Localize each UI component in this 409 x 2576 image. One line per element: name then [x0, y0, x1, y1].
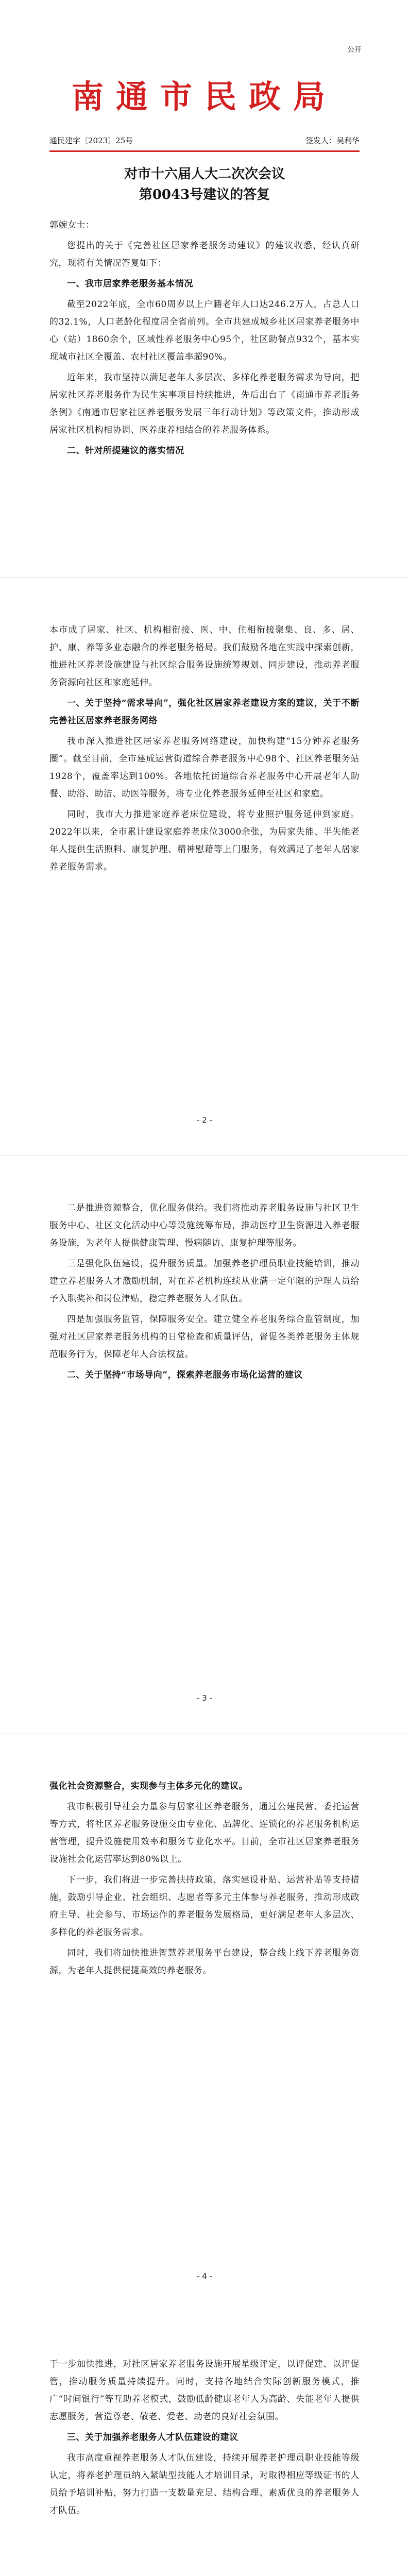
page-body: [49, 2355, 360, 2522]
body-paragraph: 我市高度重视养老服务人才队伍建设，持续开展养老护理员职业技能等级认定，将养老护理员纳入紧缺型技能人才培训目录，对取得相应等级证书的人员给予培训补贴，努力打造一支数量充足、结构合理、素质优良的养老服务人才队伍。: [49, 2453, 360, 2516]
body-paragraph: 同时，我们将加快推进智慧养老服务平台建设，整合线上线下养老服务资源，为老年人提供便捷高效的养老服务。: [49, 1948, 360, 1976]
body-paragraph: 同时，我市大力推进家庭养老床位建设，将专业照护服务延伸到家庭。2022年以来，全市累计建设家庭养老床位3000余张，为居家失能、半失能老年人提供生活照料、康复护理、精神慰藉等上门服务，有效满足了老年人居家养老服务需求。: [49, 809, 360, 872]
body-paragraph: 下一步，我们将进一步完善扶持政策，落实建设补贴、运营补贴等支持措施，鼓励引导企业、社会组织、志愿者等多元主体参与养老服务，推动形成政府主导、社会参与、市场运作的养老服务发展格局，更好满足老年人多层次、多样化的养老服务需求。: [49, 1875, 360, 1938]
section-heading: 二、针对所提建议的落实情况: [67, 446, 184, 456]
masthead: 南通市民政局: [71, 78, 337, 115]
body-paragraph: 我市积极引导社会力量参与居家社区养老服务，通过公建民营、委托运营等方式，将社区养老服务设施交由专业化、品牌化、连锁化的养老服务机构运营管理，提升设施使用效率和服务专业化水平。目前，全市社区居家养老服务设施社会化运营率达到80%以上。: [49, 1802, 360, 1865]
page-2: [0, 578, 409, 1156]
page-body: [49, 621, 360, 879]
title-line-1: 对市十六届人大二次次会议: [124, 166, 285, 182]
section-heading: 一、我市居家养老服务基本情况: [67, 279, 193, 289]
signer: 签发人：吴利华: [305, 136, 360, 145]
page-3: [0, 1156, 409, 1734]
body-paragraph: 您提出的关于《完善社区居家养老服务助建议》的建议收悉，经认真研究，现将有关情况答复如下：: [49, 241, 360, 268]
body-paragraph: 近年来，我市坚持以满足老年人多层次、多样化养老服务需求为导向，把居家社区养老服务作为民生实事项目持续推进，先后出台了《南通市养老服务条例》《南通市居家社区养老服务发展三年行动计划》等政策文件，推动形成居家社区机构相协调、医养康养相结合的养老服务体系。: [49, 372, 360, 435]
page-body: [49, 1777, 360, 1982]
doc-info: [49, 135, 360, 146]
body-paragraph: 截至2022年底，全市60周岁以上户籍老年人口达246.2万人，占总人口的32.1%，人口老龄化程度居全省前列。全市共建成城乡社区居家养老服务中心（站）1860余个，区域性养老服务中心95个，社区助餐点932个，基本实现城市社区全覆盖、农村社区覆盖率超90%。: [49, 299, 360, 362]
red-divider: [49, 150, 360, 152]
body-paragraph: 我市深入推进社区居家养老服务网络建设，加快构建“15分钟养老服务圈”。截至目前，全市建成运营街道综合养老服务中心98个、社区养老服务站1928个，覆盖率达到100%。各地依托街道综合养老服务中心开展老年人助餐、助浴、助洁、助医等服务，将专业化养老服务延伸至社区和家庭。: [49, 736, 360, 799]
section-heading: 一、关于坚持“需求导向”，强化社区居家养老建设方案的建议，关于不断完善社区居家养老服务网络: [49, 698, 360, 726]
body-paragraph: 三是强化队伍建设，提升服务质量。加强养老护理员职业技能培训，推动建立养老服务人才激励机制，对在养老机构连续从业满一定年限的护理人员给予入职奖补和岗位津贴，稳定养老服务人才队伍。: [49, 1259, 360, 1304]
public-tag: 公开: [347, 46, 362, 54]
page-body: [49, 1199, 360, 1387]
page-1: [0, 0, 409, 578]
body-paragraph: 四是加强服务监管，保障服务安全。建立健全养老服务综合监管制度，加强对社区居家养老服务机构的日常检查和质量评估，督促各类养老服务主体规范服务行为，保障老年人合法权益。: [49, 1314, 360, 1360]
body-paragraph: 于一步加快推进，对社区居家养老服务设施开展星级评定，以评促建、以评促管，推动服务质量持续提升。同时，支持各地结合实际创新服务模式，推广“时间银行”等互助养老模式，鼓励低龄健康老年人为高龄、失能老年人提供志愿服务，营造尊老、敬老、爱老、助老的良好社会氛围。: [49, 2359, 360, 2422]
page-number: - 3 -: [197, 1693, 212, 1703]
section-heading: 强化社会资源整合，实现参与主体多元化的建议。: [49, 1781, 248, 1791]
body-paragraph: 二是推进资源整合，优化服务供给。我们将推动养老服务设施与社区卫生服务中心、社区文化活动中心等设施统筹布局，推动医疗卫生资源进入养老服务设施，为老年人提供健康管理、慢病随访、康复护理等服务。: [49, 1203, 360, 1248]
page-5: [0, 2312, 409, 2576]
body-paragraph: 本市成了居家、社区、机构相衔接、医、中、住相衔接聚集、良、多、居、护、康、养等多业态融合的养老服务格局。我们鼓励各地在实践中探索创新，推进社区养老设施建设与社区综合服务设施统筹规划、同步建设，推动养老服务资源向社区和家庭延伸。: [49, 625, 360, 688]
page-body: [49, 216, 360, 463]
title-line-2: 第0043号建议的答复: [139, 187, 270, 202]
section-heading: 三、关于加强养老服务人才队伍建设的建议: [67, 2432, 238, 2443]
page-number: - 4 -: [197, 2272, 212, 2281]
section-heading: 二、关于坚持“市场导向”，探索养老服务市场化运营的建议: [67, 1370, 303, 1380]
page-4: [0, 1734, 409, 2312]
doc-number: 通民建字〔2023〕25号: [49, 136, 133, 145]
doc-title: [49, 164, 360, 205]
page-number: - 2 -: [197, 1115, 212, 1125]
body-paragraph: 郭婉女士：: [49, 220, 95, 230]
